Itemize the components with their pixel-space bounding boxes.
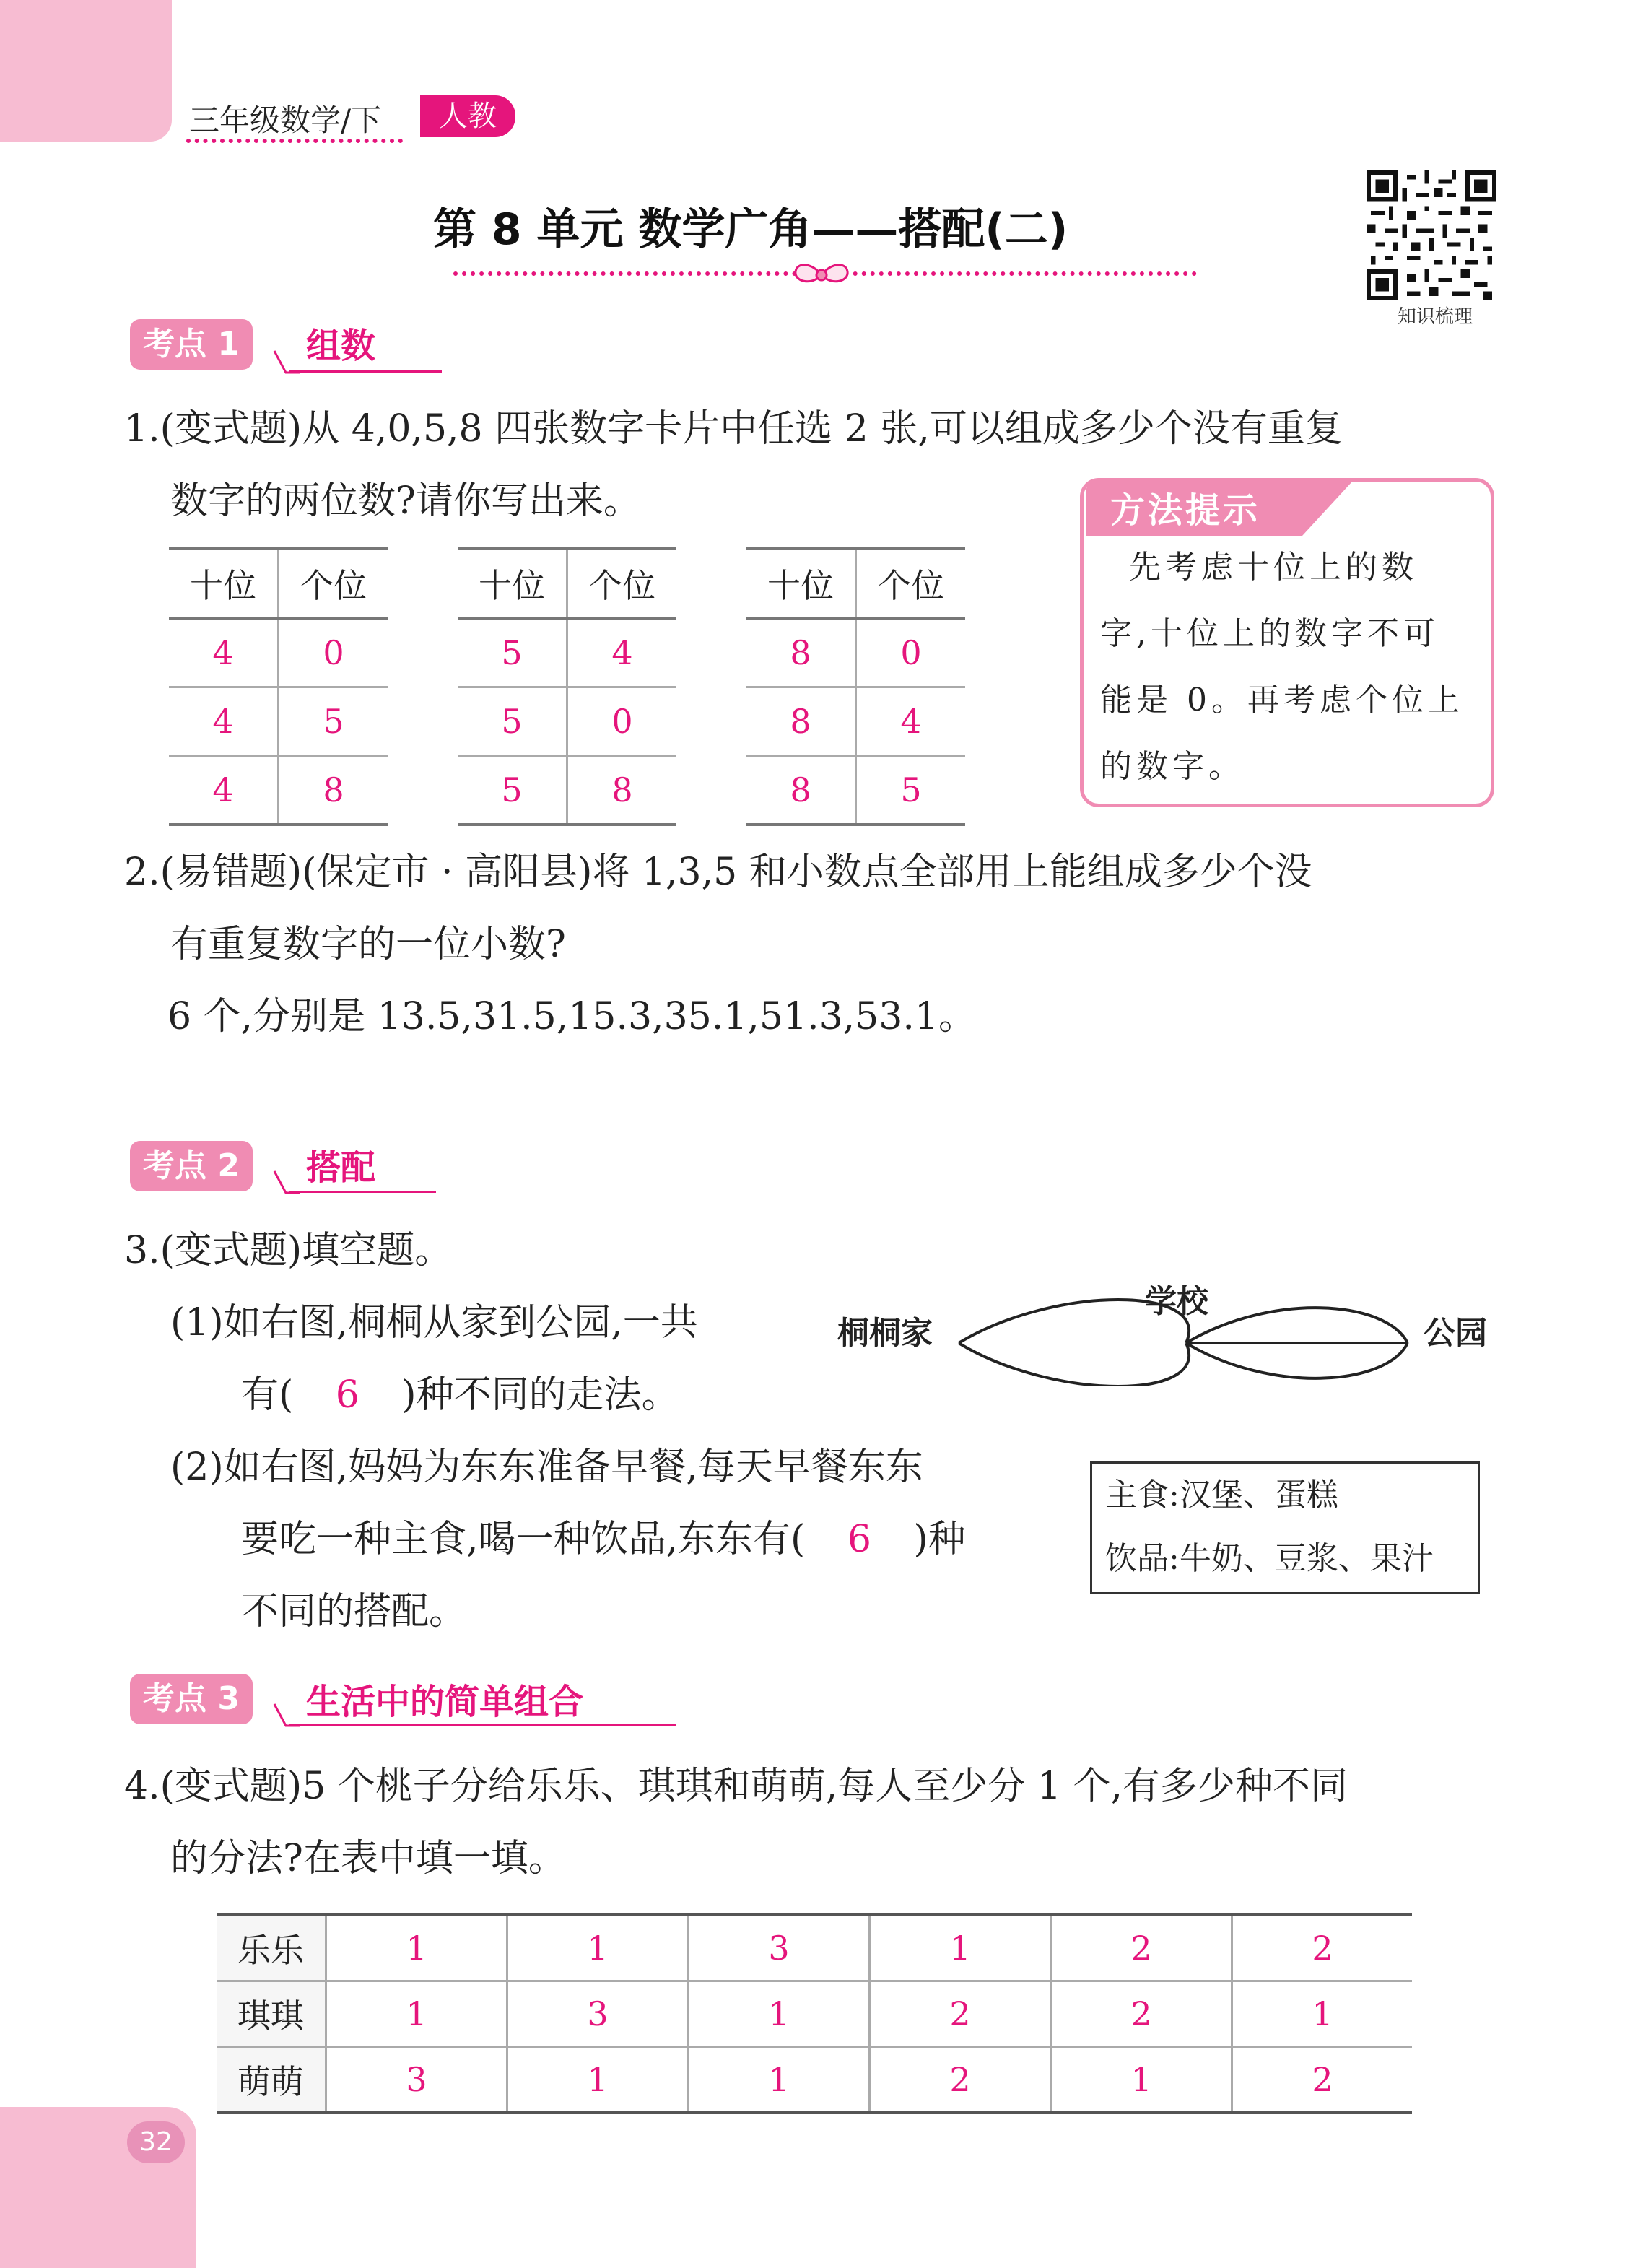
- digit-cell: 8: [746, 756, 856, 825]
- digit-cell: 4: [169, 756, 279, 825]
- digit-table-1: [169, 547, 388, 826]
- header-ones: 个位: [856, 549, 966, 618]
- digit-cell: 5: [458, 687, 567, 756]
- digit-cell: 5: [279, 687, 388, 756]
- hint-line: 先考虑十位上的数: [1100, 549, 1418, 586]
- digit-cell: 0: [567, 687, 677, 756]
- digit-cell: 5: [458, 756, 567, 825]
- value-cell: 3: [507, 1981, 689, 2047]
- value-cell: 3: [689, 1915, 870, 1981]
- page-number: 32: [127, 2121, 185, 2163]
- value-cell: 2: [1232, 1915, 1413, 1981]
- digit-cell: 8: [746, 618, 856, 687]
- value-cell: 1: [326, 1981, 507, 2047]
- meal-main-line: 主食:汉堡、蛋糕: [1105, 1477, 1338, 1513]
- row-name: 萌萌: [217, 2047, 326, 2113]
- value-cell: 3: [326, 2047, 507, 2113]
- table-row: [217, 1981, 1412, 2047]
- q2-line-1: 2.(易错题)(保定市 · 高阳县)将 1,3,5 和小数点全部用上能组成多少个没: [124, 851, 1312, 894]
- q3-part1-line2: [241, 1359, 679, 1431]
- header-ones: 个位: [279, 549, 388, 618]
- q3-part2-answer: 6: [847, 1518, 871, 1561]
- value-cell: 2: [1232, 2047, 1413, 2113]
- grade-underline: [186, 139, 403, 143]
- q3-part2-line1: (2)如右图,妈妈为东东准备早餐,每天早餐东东: [170, 1446, 923, 1489]
- hint-body: [1100, 534, 1476, 800]
- value-cell: 1: [689, 1981, 870, 2047]
- q4-line-2: 的分法?在表中填一填。: [170, 1837, 566, 1880]
- section-title-1: 组数: [306, 326, 376, 366]
- digit-cell: 4: [567, 618, 677, 687]
- value-cell: 1: [1232, 1981, 1413, 2047]
- hint-title: 方法提示: [1110, 490, 1261, 531]
- header-tens: 十位: [746, 549, 856, 618]
- value-cell: 1: [870, 1915, 1051, 1981]
- unit-title: 第 8 单元 数学广角——搭配(二): [433, 204, 1068, 255]
- qr-caption: 知识梳理: [1397, 306, 1473, 328]
- grade-label: 三年级数学/下: [189, 103, 382, 138]
- value-cell: 2: [870, 1981, 1051, 2047]
- edition-badge: 人教: [420, 95, 515, 137]
- row-name: 乐乐: [217, 1915, 326, 1981]
- q3-part1-line1: (1)如右图,桐桐从家到公园,一共: [170, 1301, 698, 1344]
- q1-line-2: 数字的两位数?请你写出来。: [170, 479, 641, 523]
- q3-part1-answer: 6: [335, 1373, 359, 1417]
- row-name: 琪琪: [217, 1981, 326, 2047]
- section-title-2: 搭配: [306, 1147, 376, 1188]
- section-title-3: 生活中的简单组合: [306, 1682, 584, 1722]
- hint-line: 的数字。: [1100, 748, 1245, 785]
- digit-cell: 5: [458, 618, 567, 687]
- table-row: [217, 1915, 1412, 1981]
- digit-cell: 5: [856, 756, 966, 825]
- section-hook-icon: [273, 348, 302, 377]
- q3-part1-pre: 有(: [241, 1373, 294, 1417]
- peach-distribution-table: [217, 1913, 1412, 2114]
- q3-part1-post: )种不同的走法。: [401, 1373, 679, 1417]
- value-cell: 2: [1051, 1981, 1232, 2047]
- section-underline-3: [289, 1724, 676, 1726]
- table-row: [217, 2047, 1412, 2113]
- section-underline-2: [289, 1191, 436, 1193]
- section-underline-1: [289, 370, 442, 373]
- corner-tab-top: [0, 0, 172, 142]
- value-cell: 1: [326, 1915, 507, 1981]
- value-cell: 1: [507, 1915, 689, 1981]
- qr-code-icon: [1367, 170, 1496, 300]
- section-hook-icon: [273, 1168, 302, 1197]
- section-hook-icon: [273, 1701, 302, 1730]
- value-cell: 2: [1051, 1915, 1232, 1981]
- digit-table-3: [746, 547, 965, 826]
- value-cell: 1: [507, 2047, 689, 2113]
- value-cell: 2: [870, 2047, 1051, 2113]
- route-park-label: 公园: [1424, 1315, 1487, 1352]
- q2-line-2: 有重复数字的一位小数?: [170, 923, 566, 966]
- digit-cell: 8: [746, 687, 856, 756]
- digit-cell: 0: [856, 618, 966, 687]
- q3-part2-line2: [241, 1503, 966, 1576]
- q4-line-1: 4.(变式题)5 个桃子分给乐乐、琪琪和萌萌,每人至少分 1 个,有多少种不同: [124, 1765, 1348, 1808]
- digit-cell: 4: [856, 687, 966, 756]
- q3-intro: 3.(变式题)填空题。: [124, 1229, 453, 1272]
- digit-cell: 8: [567, 756, 677, 825]
- route-school-label: 学校: [1145, 1283, 1208, 1320]
- header-tens: 十位: [458, 549, 567, 618]
- digit-cell: 4: [169, 618, 279, 687]
- q3-part2-pre: 要吃一种主食,喝一种饮品,东东有(: [241, 1518, 806, 1561]
- digit-table-2: [458, 547, 676, 826]
- value-cell: 1: [1051, 2047, 1232, 2113]
- meal-options-box: [1090, 1461, 1480, 1594]
- section-badge-2: 考点 2: [130, 1141, 253, 1191]
- value-cell: 1: [689, 2047, 870, 2113]
- hint-line: 能是 0。再考虑个位上: [1100, 682, 1464, 718]
- section-badge-3: 考点 3: [130, 1674, 253, 1724]
- meal-drink-line: 饮品:牛奶、豆浆、果汁: [1105, 1540, 1434, 1577]
- digit-cell: 8: [279, 756, 388, 825]
- route-home-label: 桐桐家: [837, 1315, 933, 1352]
- q3-part2-post: )种: [913, 1518, 966, 1561]
- header-ones: 个位: [567, 549, 677, 618]
- digit-cell: 4: [169, 687, 279, 756]
- bow-icon: [793, 258, 850, 292]
- section-badge-1: 考点 1: [130, 319, 253, 370]
- digit-cell: 0: [279, 618, 388, 687]
- q2-answer: 6 个,分别是 13.5,31.5,15.3,35.1,51.3,53.1。: [167, 995, 977, 1038]
- q3-part2-line3: 不同的搭配。: [241, 1590, 467, 1633]
- header-tens: 十位: [169, 549, 279, 618]
- hint-line: 字,十位上的数字不可: [1100, 615, 1439, 652]
- q1-line-1: 1.(变式题)从 4,0,5,8 四张数字卡片中任选 2 张,可以组成多少个没有重复: [124, 407, 1343, 451]
